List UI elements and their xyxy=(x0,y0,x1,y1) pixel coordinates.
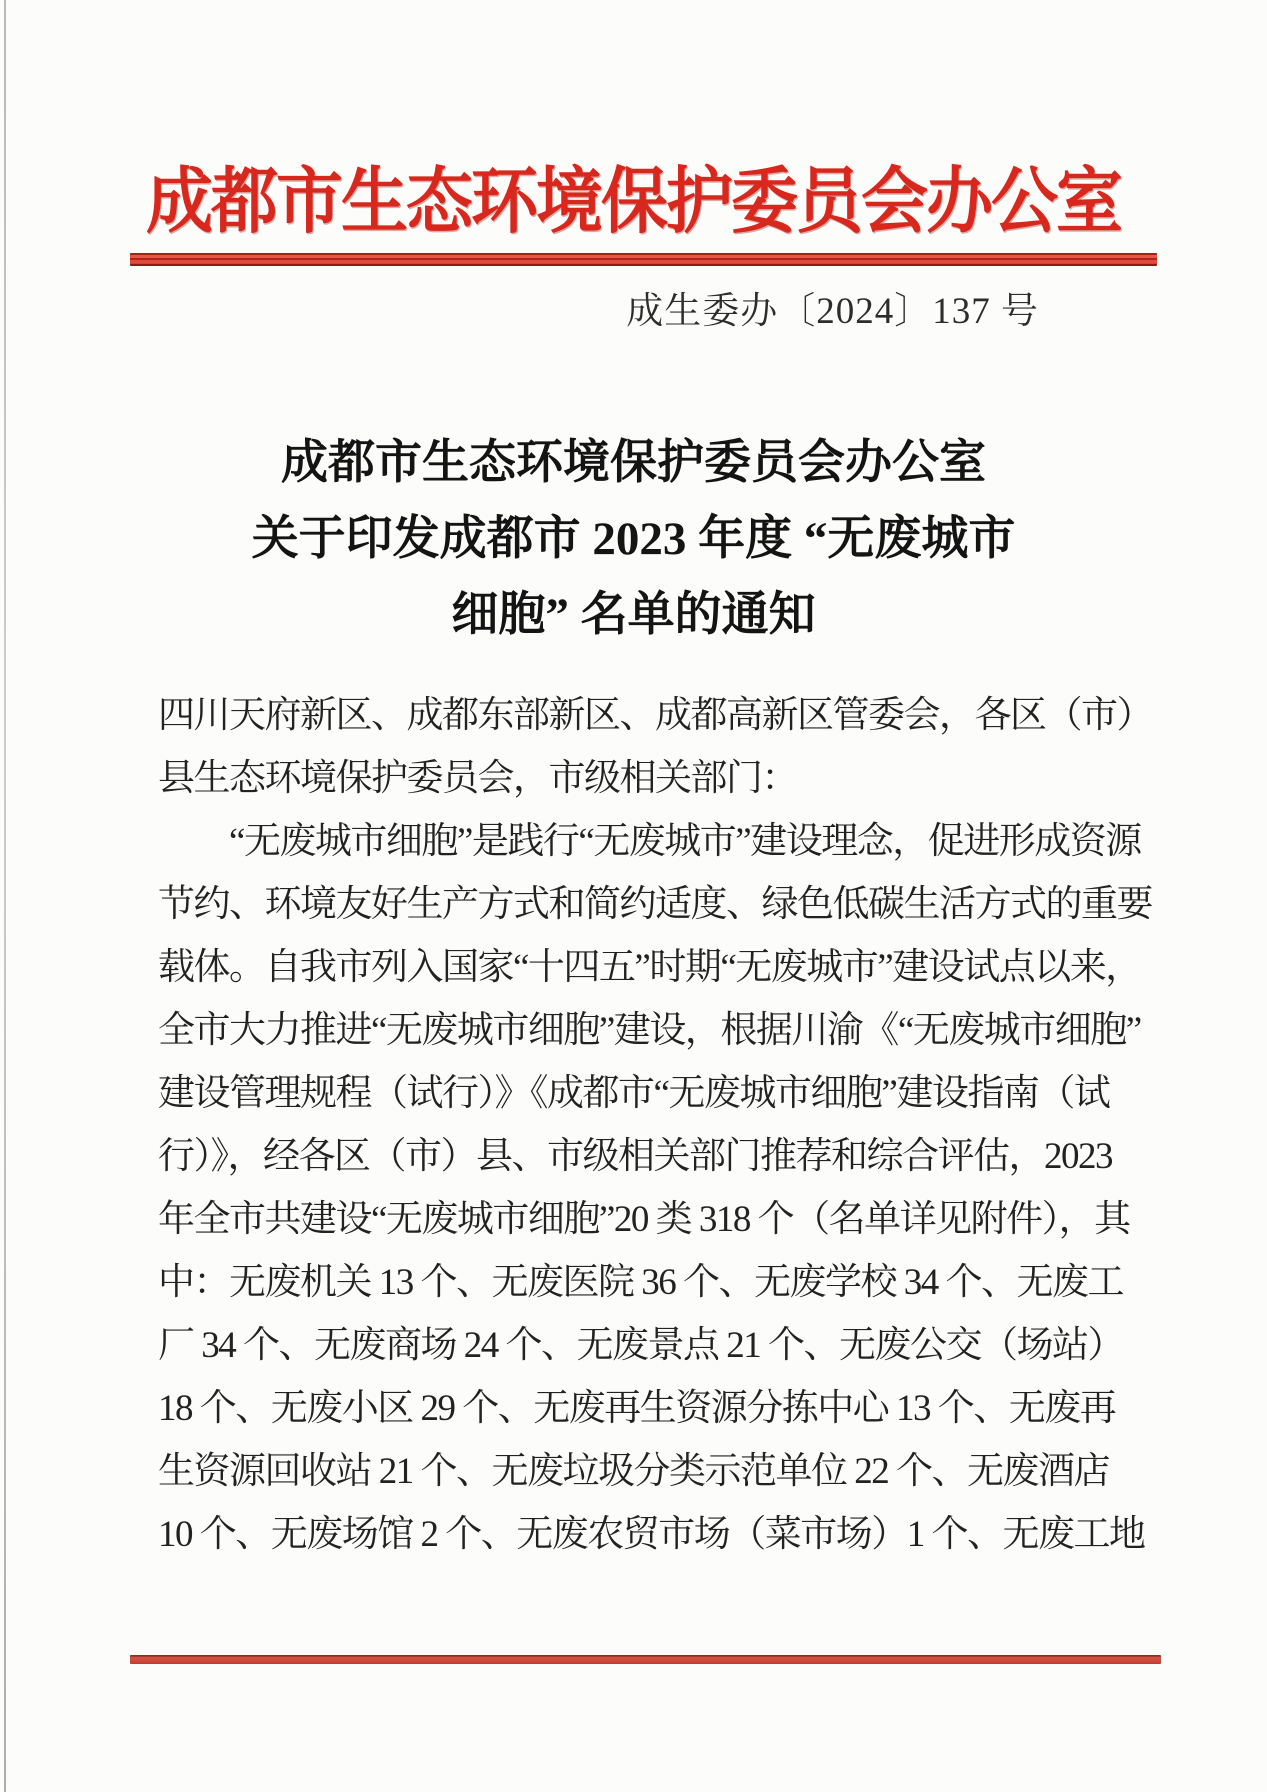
scan-edge-artifact xyxy=(4,0,6,1792)
body-line: 生资源回收站 21 个、无废垃圾分类示范单位 22 个、无废酒店 xyxy=(158,1451,1109,1492)
document-body xyxy=(158,684,1152,1566)
body-line: 18 个、无废小区 29 个、无废再生资源分拣中心 13 个、无废再 xyxy=(158,1388,1116,1429)
salutation-line: 四川天府新区、成都东部新区、成都高新区管委会，各区（市） xyxy=(158,695,1152,736)
title-line-2: 关于印发成都市 2023 年度 “无废城市 xyxy=(251,513,1016,565)
body-line: 10 个、无废场馆 2 个、无废农贸市场（菜市场）1 个、无废工地 xyxy=(158,1514,1145,1555)
footer-rule xyxy=(130,1655,1161,1664)
salutation-line: 县生态环境保护委员会，市级相关部门： xyxy=(158,758,797,799)
title-line-1: 成都市生态环境保护委员会办公室 xyxy=(281,437,986,489)
body-line: 行）》，经各区（市）县、市级相关部门推荐和综合评估，2023 xyxy=(158,1136,1112,1177)
body-line: 建设管理规程（试行）》《成都市“无废城市细胞”建设指南（试 xyxy=(158,1073,1110,1114)
body-line: 年全市共建设“无废城市细胞”20 类 318 个（名单详见附件），其 xyxy=(158,1199,1130,1240)
body-line: 中：无废机关 13 个、无废医院 36 个、无废学校 34 个、无废工 xyxy=(158,1262,1123,1303)
document-title xyxy=(0,425,1267,653)
body-line: 厂 34 个、无废商场 24 个、无废景点 21 个、无废公交（场站） xyxy=(158,1325,1123,1366)
title-line-3: 细胞” 名单的通知 xyxy=(451,589,816,641)
body-line: 节约、环境友好生产方式和简约适度、绿色低碳生活方式的重要 xyxy=(158,884,1152,925)
letterhead-divider-rule xyxy=(130,253,1157,266)
body-line: “无废城市细胞”是践行“无废城市”建设理念，促进形成资源 xyxy=(158,821,1141,862)
body-line: 全市大力推进“无废城市细胞”建设，根据川渝《“无废城市细胞” xyxy=(158,1010,1141,1051)
body-line: 载体。自我市列入国家“十四五”时期“无废城市”建设试点以来， xyxy=(158,947,1141,988)
letterhead-org-title: 成都市生态环境保护委员会办公室 xyxy=(146,162,1121,243)
document-number: 成生委办〔2024〕137 号 xyxy=(626,291,1039,332)
